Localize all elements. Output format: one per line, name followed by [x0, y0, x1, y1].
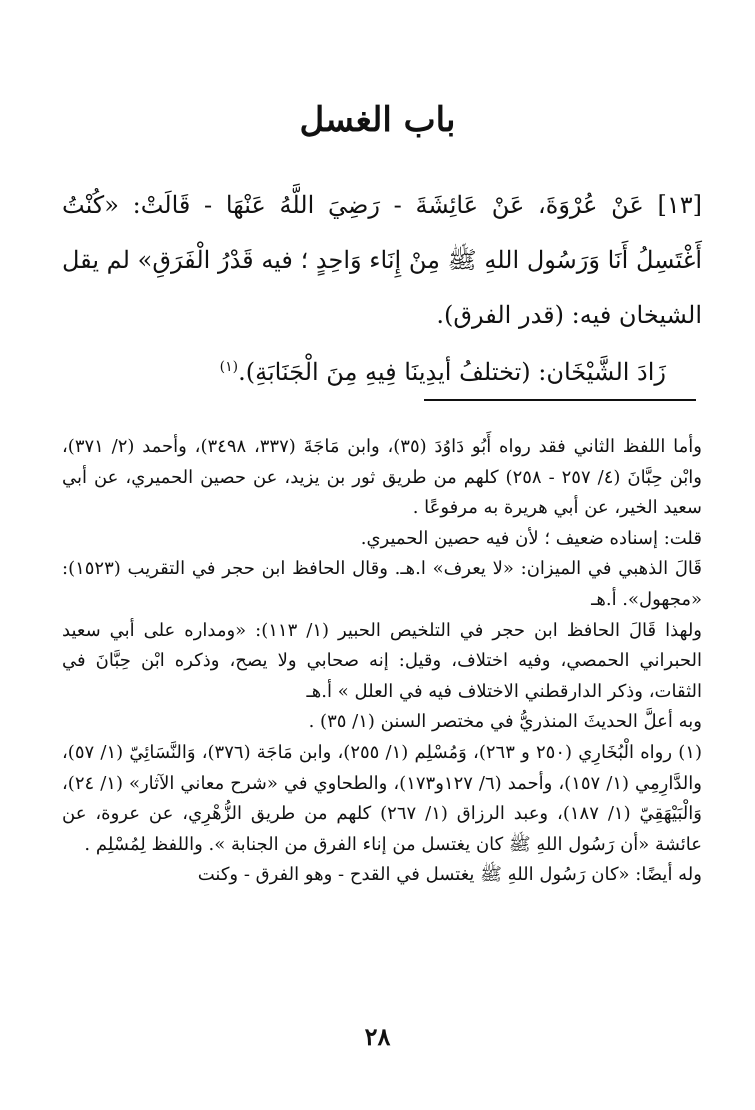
hadith-text: [١٣] عَنْ عُرْوَةَ، عَنْ عَائِشَةَ - رَضِيَ اللَّهُ عَنْهَا - قَالَتْ: «كُنْتُ أَغْتَسِلُ أَنَا وَرَسُول اللهِ ﷺ مِنْ إِنَاء وَاحِدٍ ؛ فيه قَدْرُ الْفَرَقِ» لم يقل الشيخان فيه: (قدر الفرق). [62, 191, 702, 329]
hadith-addendum [62, 345, 702, 400]
footnote-paragraph: وله أيضًا: «كان رَسُول اللهِ ﷺ يغتسل في القدح - وهو الفرق - وكنت [197, 864, 702, 886]
footnote-paragraph: قَالَ الذهبي في الميزان: «لا يعرف» ا.هـ. وقال الحافظ ابن حجر في التقريب (١٥٢٣): «مجهول». أ.هـ [62, 558, 702, 610]
page-number: ٢٨ [364, 1022, 391, 1051]
main-text [62, 178, 702, 400]
chapter-title: باب الغسل [299, 100, 456, 140]
footnote-paragraph: وبه أعلَّ الحديثَ المنذريُّ في مختصر السنن (١/ ٣٥) . [308, 711, 702, 733]
footnote-divider [424, 399, 696, 401]
footnote-paragraph: وأما اللفظ الثاني فقد رواه أَبُو دَاوُدَ (٣٥)، وابن مَاجَةَ (٣٣٧، ٣٤٩٨)، وأحمد (٢/ ٣٧١)، وابْن حِبَّانَ (٤/ ٢٥٧ - ٢٥٨) كلهم من طريق ثور بن يزيد، عن حصين الحميري، عن أبي سعيد الخير، عن أبي هريرة به مرفوعًا . [62, 436, 703, 519]
footnote-paragraph: (١) رواه الْبُخَارِي (٢٥٠ و ٢٦٣)، وَمُسْلِم (١/ ٢٥٥)، وابن مَاجَة (٣٧٦)، وَالنَّسَائِيّ (١/ ٥٧)، والدَّارِمِي (١/ ١٥٧)، وأحمد (٦/ ١٢٧و١٧٣)، والطحاوي في «شرح معاني الآثار» (١/ ٢٤)، وَالْبَيْهَقِيّ (١/ ١٨٧)، وعبد الرزاق (١/ ٢٦٧) كلهم من طريق الزُّهْرِي، عن عروة، عن عائشة «أن رَسُول اللهِ ﷺ كان يغتسل من إناء الفرق من الجنابة ». واللفظ لِمُسْلِم . [62, 741, 702, 855]
footnote-reference: (١) [219, 359, 239, 375]
footnote-paragraph: ولهذا قَالَ الحافظ ابن حجر في التلخيص الحبير (١/ ١١٣): «ومداره على أبي سعيد الحبراني الحمصي، وفيه اختلاف، وقيل: إنه صحابي ولا يصح، وذكره ابْن حِبَّانَ في الثقات، وذكر الدارقطني الاختلاف فيه في العلل » أ.هـ [62, 619, 702, 702]
footnote-paragraph: قلت: إسناده ضعيف ؛ لأن فيه حصين الحميري. [360, 527, 702, 549]
addendum-text: زَادَ الشَّيْخَان: (تختلفُ أيدِينَا فِيهِ مِنَ الْجَنَابَةِ). [238, 358, 666, 386]
footnotes [62, 432, 702, 891]
